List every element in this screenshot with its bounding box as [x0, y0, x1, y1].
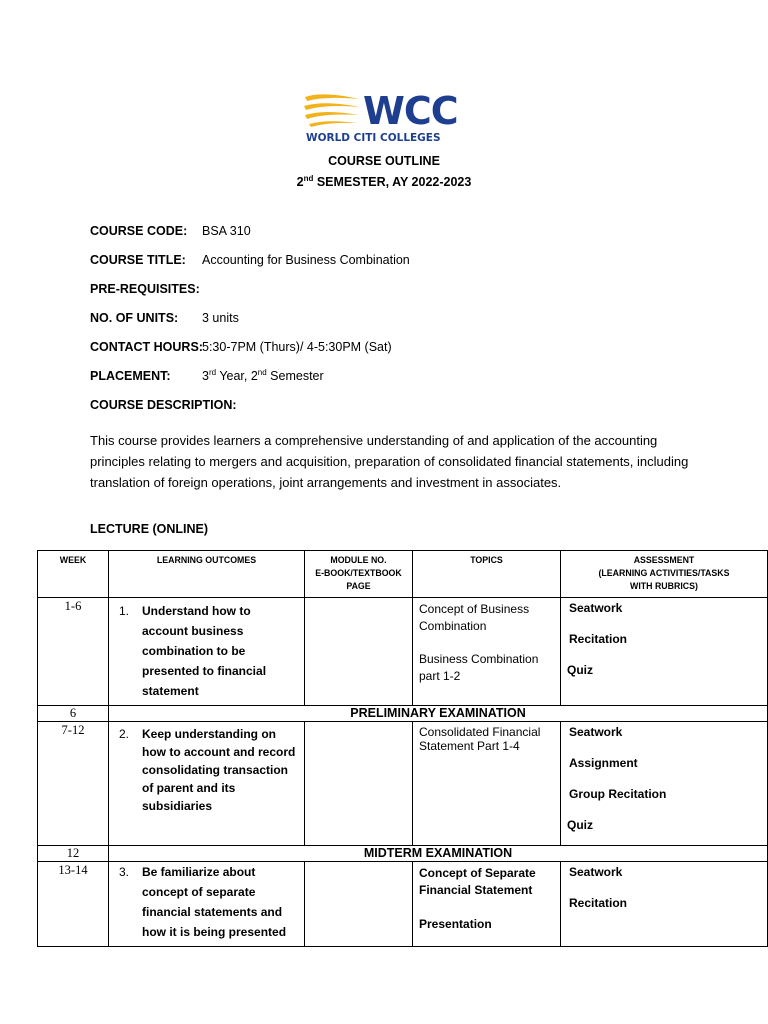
contact-hours-value: 5:30-7PM (Thurs)/ 4-5:30PM (Sat): [202, 340, 392, 354]
module-cell: [305, 598, 413, 706]
week-cell: 1-6: [38, 598, 109, 706]
topics-cell: Concept of Separate Financial Statement Presentation: [413, 862, 561, 947]
placement-label: PLACEMENT:: [90, 369, 171, 383]
header-module: MODULE NO. E-BOOK/TEXTBOOK PAGE: [305, 551, 413, 598]
week-cell: 13-14: [38, 862, 109, 947]
assessment-cell: Seatwork Assignment Group Recitation Quiz: [561, 722, 768, 846]
course-title-value: Accounting for Business Combination: [202, 253, 410, 267]
course-title-label: COURSE TITLE:: [90, 253, 186, 267]
assessment-cell: Seatwork Recitation: [561, 862, 768, 947]
placement-row: [90, 369, 324, 383]
logo-letters: WCC: [363, 89, 458, 133]
exam-row: [38, 706, 768, 722]
prereq-row: [90, 282, 202, 296]
table-row: [38, 862, 768, 947]
table-header-row: [38, 551, 768, 598]
semester-heading: 2nd SEMESTER, AY 2022-2023: [296, 173, 472, 189]
placement-value: 3rd Year, 2nd Semester: [202, 367, 324, 383]
exam-cell: PRELIMINARY EXAMINATION: [109, 706, 768, 722]
course-description-text: This course provides learners a comprehensive understanding of and application of the accounting principles relating to mergers and acquisition, preparation of consolidated financial statements, including translation of foreign operations, joint arrangements and investment in associates.: [90, 433, 689, 490]
units-label: NO. OF UNITS:: [90, 311, 179, 325]
module-cell: [305, 862, 413, 947]
swoosh-icon: [303, 91, 361, 131]
course-outline-table: [37, 550, 768, 947]
table-row: [38, 722, 768, 846]
contact-hours-row: [90, 340, 392, 354]
college-logo: [303, 91, 468, 149]
course-description-label: COURSE DESCRIPTION:: [90, 398, 237, 412]
assessment-cell: Seatwork Recitation Quiz: [561, 598, 768, 706]
course-code-row: [90, 224, 251, 238]
course-code-value: BSA 310: [202, 224, 251, 238]
header-week: WEEK: [38, 551, 109, 598]
header-learning-outcomes: LEARNING OUTCOMES: [109, 551, 305, 598]
header-topics: TOPICS: [413, 551, 561, 598]
table-row: [38, 598, 768, 706]
learning-outcome-cell: 3. Be familiarize about concept of separate financial statements and how it is being presented: [109, 862, 305, 947]
units-row: [90, 311, 239, 325]
learning-outcome-cell: 2. Keep understanding on how to account and record consolidating transaction of parent and its subsidiaries: [109, 722, 305, 846]
document-title: COURSE OUTLINE: [328, 154, 440, 168]
course-code-label: COURSE CODE:: [90, 224, 188, 238]
lecture-label: LECTURE (ONLINE): [90, 522, 209, 536]
exam-week-cell: 12: [38, 846, 109, 862]
logo-college-name: WORLD CITI COLLEGES: [306, 132, 441, 144]
module-cell: [305, 722, 413, 846]
learning-outcome-cell: 1. Understand how to account business combination to be presented to financial statement: [109, 598, 305, 706]
topics-cell: Concept of Business Combination Business Combination part 1-2: [413, 598, 561, 706]
header-assessment: ASSESSMENT (LEARNING ACTIVITIES/TASKS WITH RUBRICS): [561, 551, 768, 598]
units-value: 3 units: [202, 311, 239, 325]
topics-cell: Consolidated Financial Statement Part 1-4: [413, 722, 561, 846]
contact-hours-label: CONTACT HOURS:: [90, 340, 203, 354]
exam-cell: MIDTERM EXAMINATION: [109, 846, 768, 862]
exam-row: [38, 846, 768, 862]
week-cell: 7-12: [38, 722, 109, 846]
prereq-label: PRE-REQUISITES:: [90, 282, 200, 296]
exam-week-cell: 6: [38, 706, 109, 722]
course-title-row: [90, 253, 410, 267]
